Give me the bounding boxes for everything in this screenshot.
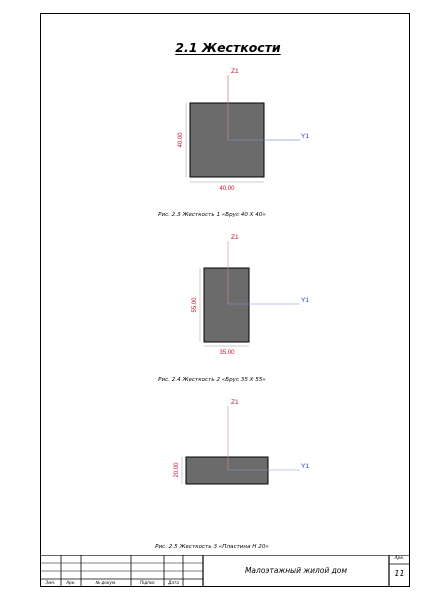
sheet-number: 11 (394, 569, 405, 578)
title-block (40, 555, 410, 587)
height-dim-label: 40.00 (178, 132, 184, 148)
col-sheet: Арк. (66, 580, 76, 585)
figure-1-caption: Рис. 2.3 Жесткость 1 «Брус 40 Х 40» (158, 212, 266, 218)
z-axis-label: Z1 (231, 68, 239, 75)
y-axis-label: Y1 (301, 133, 309, 140)
z-axis-label: Z1 (231, 399, 239, 406)
z-axis-label: Z1 (231, 234, 239, 241)
col-doc-no: № докум. (95, 580, 117, 585)
height-dim-label: 20.00 (174, 462, 180, 478)
y-axis-label: Y1 (301, 463, 309, 470)
height-dim-label: 55.00 (192, 297, 198, 313)
sheet-label: Арк. (394, 556, 405, 561)
figure-2-caption: Рис. 2.4 Жесткость 2 «Брус 35 Х 55» (158, 377, 266, 383)
figure-3-caption: Рис. 2.5 Жесткость 3 «Пластина Н 20» (155, 544, 269, 550)
col-date: Дата (168, 580, 179, 585)
y-axis-label: Y1 (301, 297, 309, 304)
page-title: 2.1 Жесткости (175, 40, 281, 55)
width-dim-label: 40.00 (219, 186, 235, 192)
document-name: Малоэтажный жилой дом (244, 566, 348, 575)
col-change: Змн. (45, 580, 56, 585)
col-signature: Підпис (140, 580, 155, 585)
width-dim-label: 35.00 (219, 350, 235, 356)
section-rect (186, 457, 268, 484)
